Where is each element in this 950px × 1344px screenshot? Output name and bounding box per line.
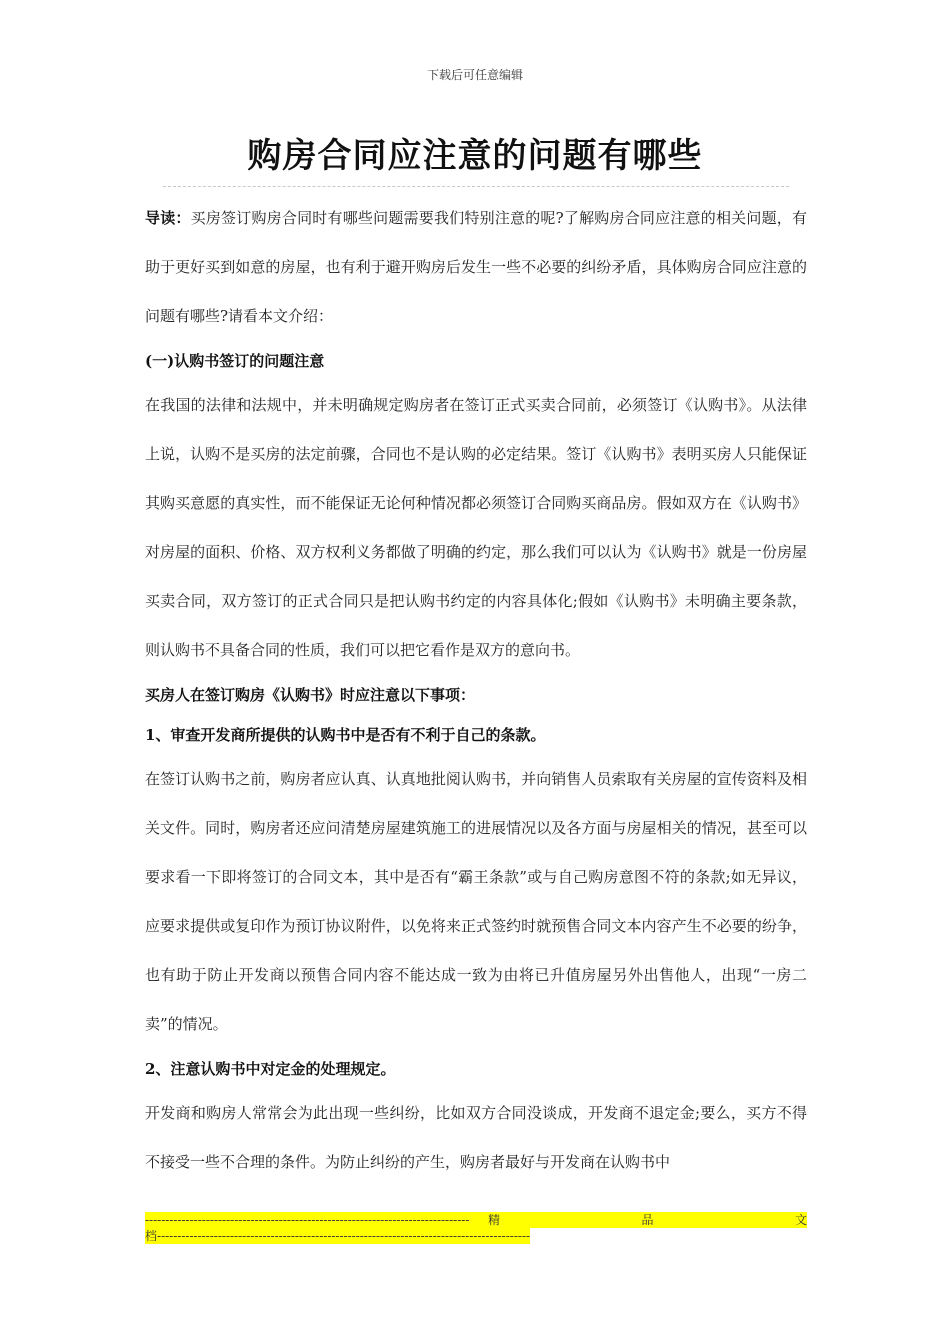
footer-row-1	[145, 1212, 807, 1228]
header-note: 下载后可任意编辑	[426, 68, 523, 82]
footer-char-3: 文	[794, 1213, 807, 1227]
lead-paragraph	[145, 194, 807, 341]
section-paragraph-4: 开发商和购房人常常会为此出现一些纠纷，比如双方合同没谈成，开发商不退定金;要么，买方不得不接受一些不合理的条件。为防止纠纷的产生，购房者最好与开发商在认购书中	[145, 1104, 807, 1171]
section-heading-2: 买房人在签订购房《认购书》时应注意以下事项：	[145, 686, 476, 704]
footer-dashes-left: --------------------------------------------------------------------------------	[145, 1213, 470, 1227]
footer-char-1: 精	[488, 1213, 501, 1227]
section-paragraph-1: 在我国的法律和法规中，并未明确规定购房者在签订正式买卖合同前，必须签订《认购书》。从法律上说，认购不是买房的法定前骤，合同也不是认购的必定结果。签订《认购书》表明买房人只能保证其购买意愿的真实性，而不能保证无论何种情况都必须签订合同购买商品房。假如双方在《认购书》对房屋的面积、价格、双方权利义务都做了明确的约定，那么我们可以认为《认购书》就是一份房屋买卖合同，双方签订的正式合同只是把认购书约定的内容具体化;假如《认购书》未明确主要条款，则认购书不具备合同的性质，我们可以把它看作是双方的意向书。	[145, 396, 807, 659]
document-body	[145, 194, 807, 1187]
lead-text: 买房签订购房合同时有哪些问题需要我们特别注意的呢?了解购房合同应注意的相关问题，有助于更好买到如意的房屋，也有利于避开购房后发生一些不必要的纠纷矛盾，具体购房合同应注意的问题有哪些?请看本文介绍：	[145, 209, 807, 325]
title-divider	[163, 186, 789, 187]
footer-spread-chars	[420, 1212, 807, 1228]
footer-char-2: 品	[641, 1213, 654, 1227]
section-heading-1: (一)认购书签订的问题注意	[145, 352, 325, 370]
lead-label: 导读：	[145, 209, 191, 227]
footer-dashes-right: --------------------------------------------------------------------------------------------	[157, 1229, 531, 1243]
section-heading-3: 1、审查开发商所提供的认购书中是否有不利于自己的条款。	[145, 726, 546, 744]
section-heading-4: 2、注意认购书中对定金的处理规定。	[145, 1060, 396, 1078]
footer-row-2	[145, 1228, 530, 1244]
footer-watermark-bar	[145, 1212, 807, 1244]
footer-last-char: 档	[145, 1229, 158, 1243]
document-title: 购房合同应注意的问题有哪些	[247, 136, 703, 176]
section-paragraph-3: 在签订认购书之前，购房者应认真、认真地批阅认购书，并向销售人员索取有关房屋的宣传资料及相关文件。同时，购房者还应问清楚房屋建筑施工的进展情况以及各方面与房屋相关的情况，甚至可以要求看一下即将签订的合同文本，其中是否有“霸王条款”或与自己购房意图不符的条款;如无异议，应要求提供或复印作为预订协议附件，以免将来正式签约时就预售合同文本内容产生不必要的纷争，也有助于防止开发商以预售合同内容不能达成一致为由将已升值房屋另外出售他人，出现“一房二卖”的情况。	[145, 770, 807, 1033]
